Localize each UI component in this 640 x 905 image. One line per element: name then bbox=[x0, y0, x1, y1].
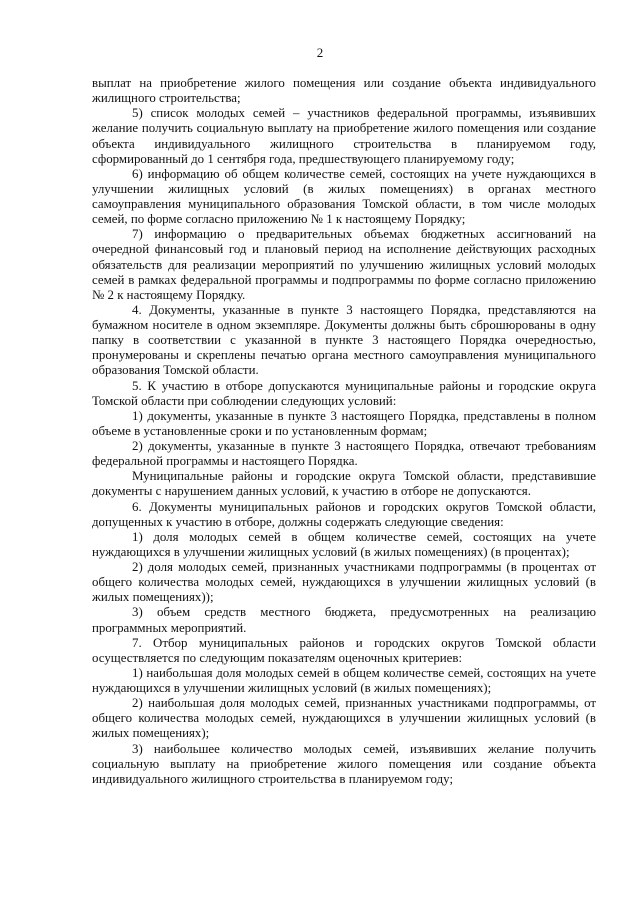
paragraph: 6. Документы муниципальных районов и городских округов Томской области, допущенных к участию в отборе, должны содержать следующие сведения: bbox=[92, 499, 596, 529]
paragraph: 7) информацию о предварительных объемах бюджетных ассигнований на очередной финансовый год и плановый период на исполнение действующих расходных обязательств для реализации мероприятий по улучшению жилищных условий молодых семей в рамках федеральной программы и подпрограммы по форме согласно приложению № 2 к настоящему Порядку. bbox=[92, 227, 596, 302]
paragraph: 1) доля молодых семей в общем количестве семей, состоящих на учете нуждающихся в улучшении жилищных условий (в жилых помещениях) (в процентах); bbox=[92, 529, 596, 559]
paragraph: 5. К участию в отборе допускаются муниципальные районы и городские округа Томской области при соблюдении следующих условий: bbox=[92, 378, 596, 408]
paragraph: 3) объем средств местного бюджета, предусмотренных на реализацию программных мероприятий. bbox=[92, 605, 596, 635]
paragraph: 5) список молодых семей – участников федеральной программы, изъявивших желание получить социальную выплату на приобретение жилого помещения или создание объекта индивидуального жилищного строительства в планируемом году, сформированный до 1 сентября года, предшествующего планируемому году; bbox=[92, 106, 596, 166]
paragraph: 7. Отбор муниципальных районов и городских округов Томской области осуществляется по следующим показателям оценочных критериев: bbox=[92, 635, 596, 665]
paragraph: выплат на приобретение жилого помещения или создание объекта индивидуального жилищного строительства; bbox=[92, 76, 596, 106]
paragraph: Муниципальные районы и городские округа Томской области, представившие документы с нарушением данных условий, к участию в отборе не допускаются. bbox=[92, 469, 596, 499]
paragraph: 2) документы, указанные в пункте 3 настоящего Порядка, отвечают требованиям федеральной программы и настоящего Порядка. bbox=[92, 439, 596, 469]
document-body bbox=[92, 76, 596, 787]
paragraph: 1) наибольшая доля молодых семей в общем количестве семей, состоящих на учете нуждающихся в улучшении жилищных условий (в жилых помещениях); bbox=[92, 665, 596, 695]
page-number: 2 bbox=[316, 45, 324, 60]
paragraph: 6) информацию об общем количестве семей, состоящих на учете нуждающихся в улучшении жилищных условий (в жилых помещениях) в органах местного самоуправления муниципального образования Томской области, в том числе молодых семей, по форме согласно приложению № 1 к настоящему Порядку; bbox=[92, 166, 596, 227]
paragraph: 2) доля молодых семей, признанных участниками подпрограммы (в процентах от общего количества молодых семей, нуждающихся в улучшении жилищных условий (в жилых помещениях)); bbox=[92, 560, 596, 605]
paragraph: 2) наибольшая доля молодых семей, признанных участниками подпрограммы, от общего количества молодых семей, нуждающихся в улучшении жилищных условий (в жилых помещениях); bbox=[92, 696, 596, 741]
paragraph: 3) наибольшее количество молодых семей, изъявивших желание получить социальную выплату на приобретение жилого помещения или создание объекта индивидуального жилищного строительства в планируемом году; bbox=[92, 741, 596, 786]
paragraph: 1) документы, указанные в пункте 3 настоящего Порядка, представлены в полном объеме в установленные сроки и по установленным формам; bbox=[92, 408, 596, 438]
paragraph: 4. Документы, указанные в пункте 3 настоящего Порядка, представляются на бумажном носителе в одном экземпляре. Документы должны быть сброшюрованы в одну папку в соответствии с указанной в пункте 3 настоящего Порядка очередностью, пронумерованы и скреплены печатью органа местного самоуправления муниципального образования Томской области. bbox=[92, 302, 596, 378]
